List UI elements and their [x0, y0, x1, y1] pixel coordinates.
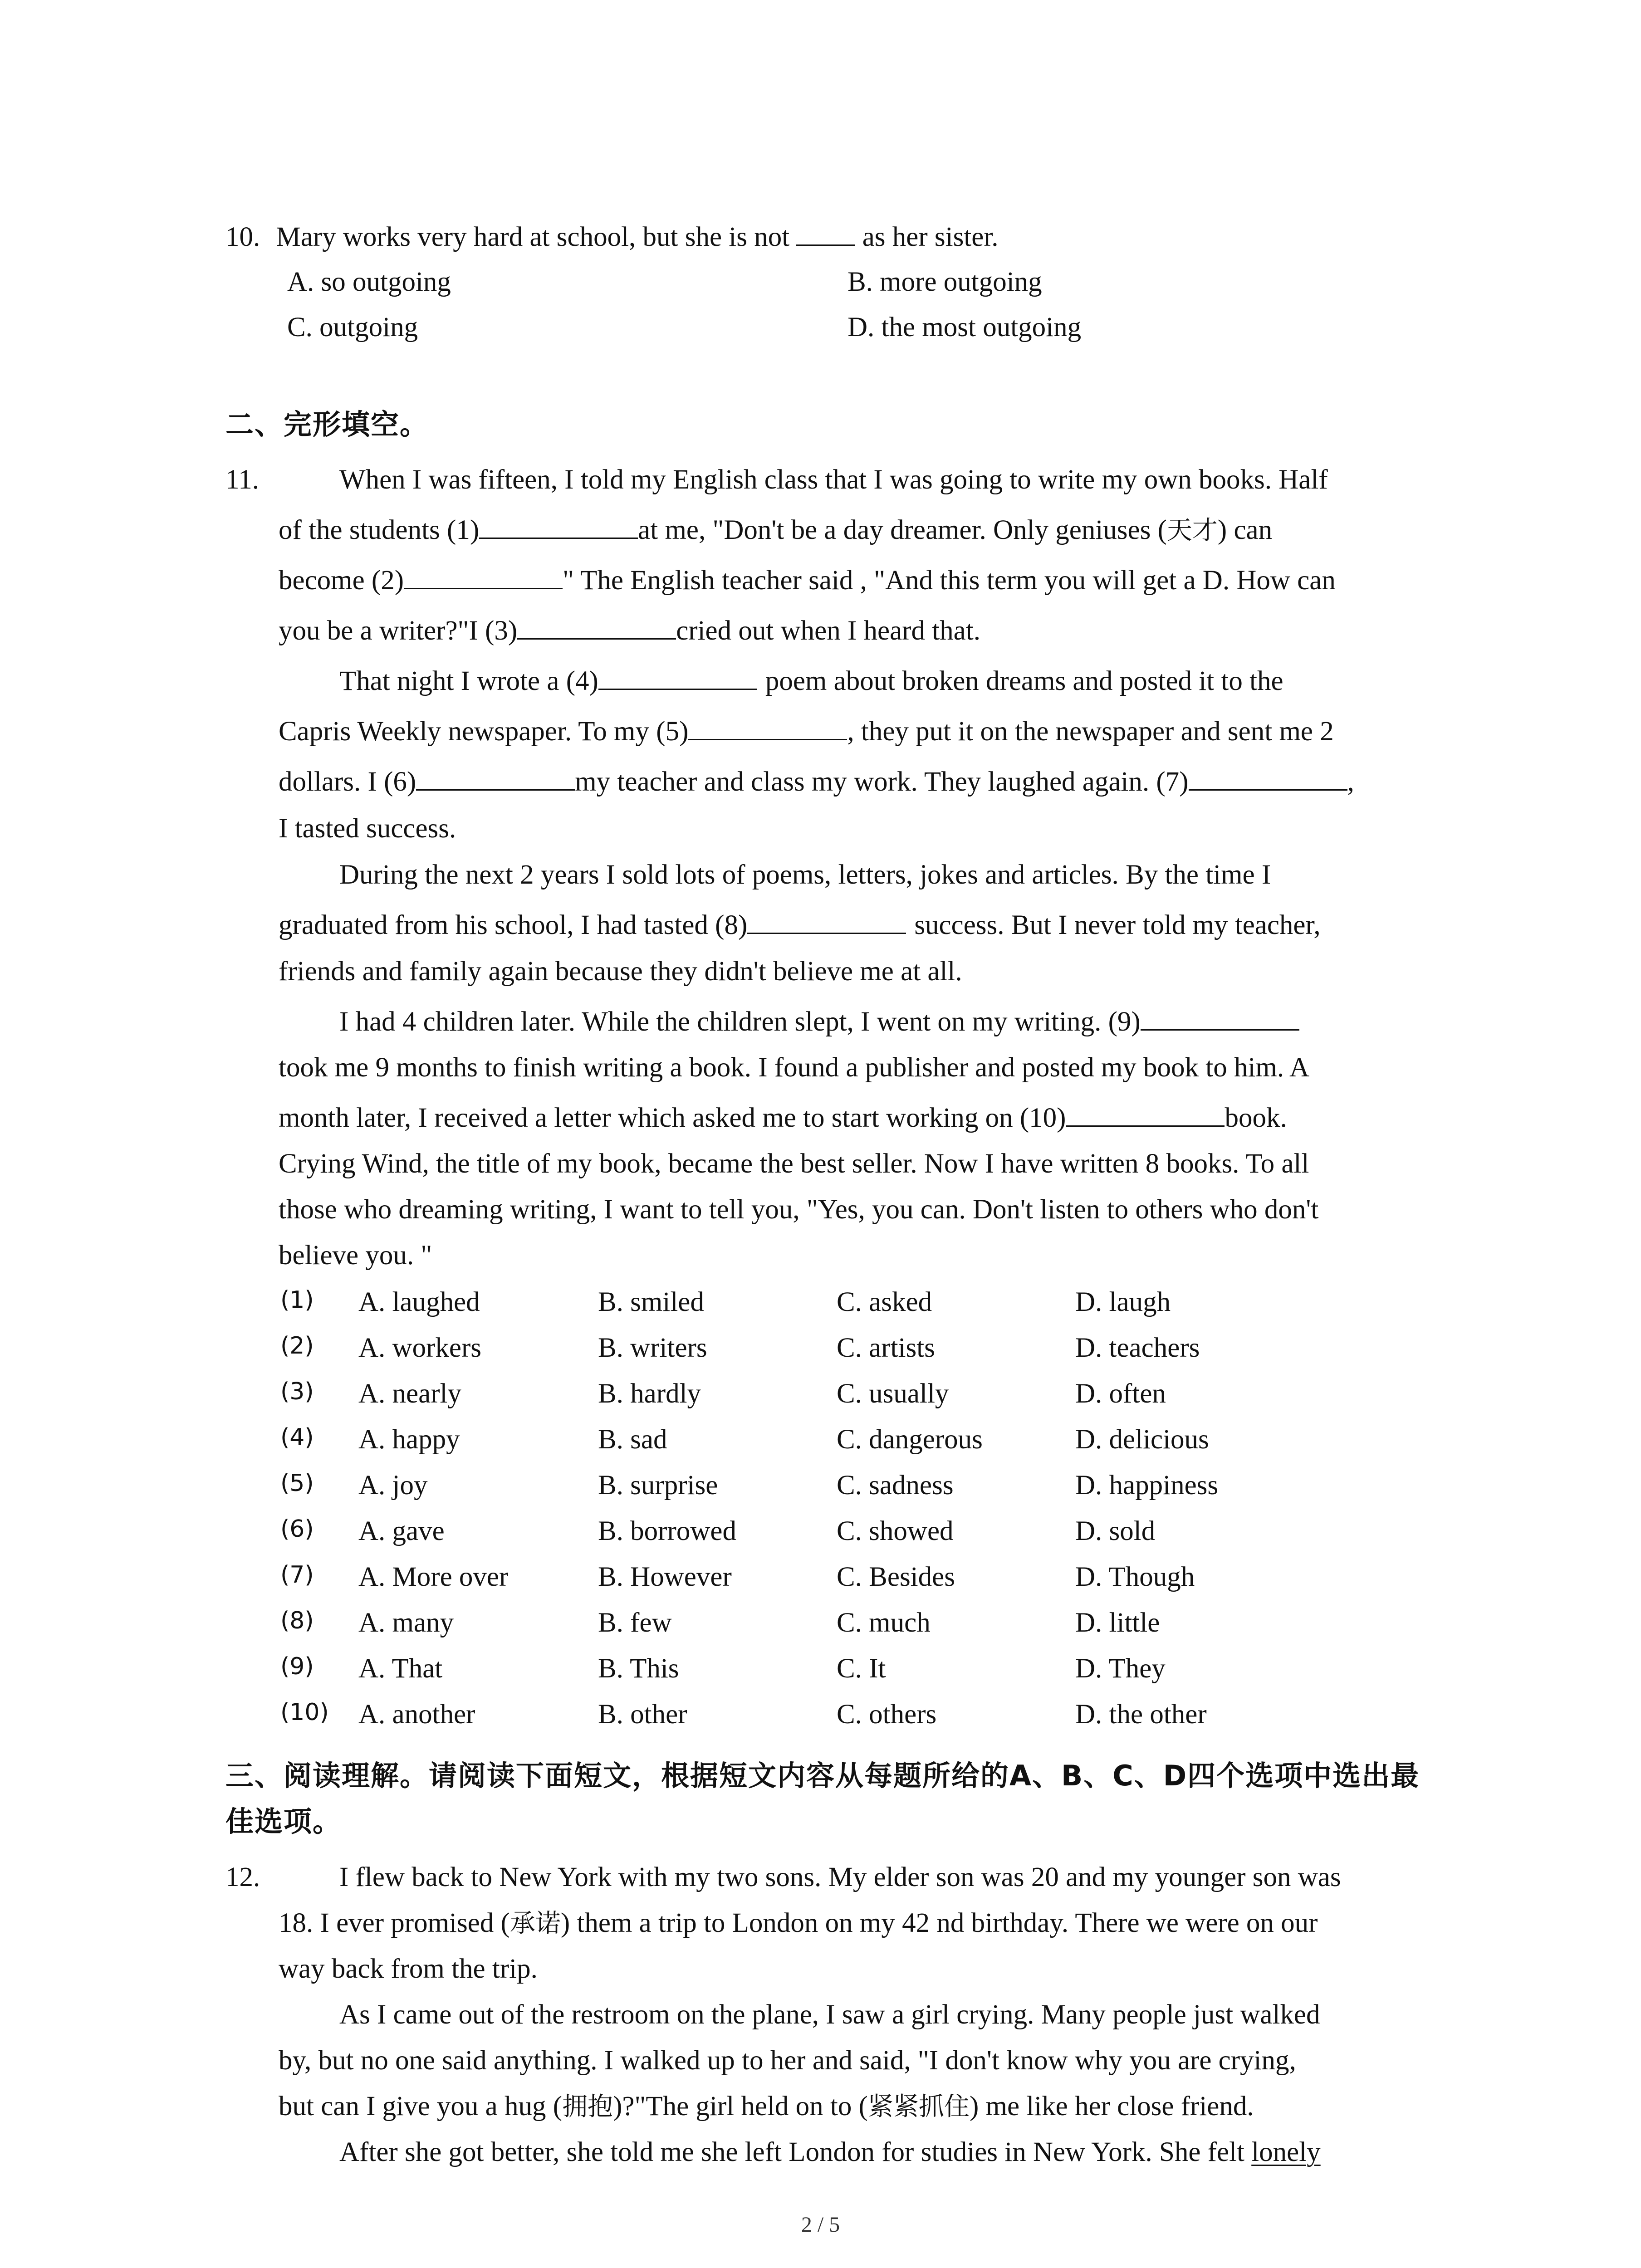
option-a: A. joy	[358, 1470, 428, 1501]
q11-p3-line1: During the next 2 years I sold lots of poems, letters, jokes and articles. By the time I	[339, 860, 1271, 890]
q11-p4-line4: Crying Wind, the title of my book, became the best seller. Now I have written 8 books. To all	[279, 1149, 1309, 1179]
option-d: D. happiness	[1075, 1470, 1219, 1501]
q11-p1-line3: become (2) " The English teacher said , "And this term you will get a D. How can	[279, 565, 1336, 596]
option-a: A. That	[358, 1653, 443, 1684]
blank-9	[1141, 1029, 1299, 1031]
q10-option-d: D. the most outgoing	[847, 312, 1082, 342]
option-row-label: (7)	[280, 1561, 314, 1589]
q12-p2-line2: by, but no one said anything. I walked up to her and said, "I don't know why you are crying,	[279, 2045, 1296, 2076]
blank-4	[598, 689, 757, 690]
q12-p3-line1: After she got better, she told me she left London for studies in New York. She felt lonely	[339, 2137, 1321, 2167]
option-b: B. surprise	[598, 1470, 718, 1501]
option-a: A. workers	[358, 1333, 482, 1363]
q11-number: 11.	[225, 464, 259, 495]
blank-2	[404, 588, 563, 589]
q12-p2-line3: but can I give you a hug (拥抱)?"The girl held on to (紧紧抓住) me like her close friend.	[279, 2091, 1254, 2121]
q11-p3-line3: friends and family again because they didn't believe me at all.	[279, 956, 962, 987]
option-c: C. usually	[837, 1378, 949, 1409]
option-d: D. laugh	[1075, 1287, 1171, 1317]
option-a: A. happy	[358, 1424, 460, 1455]
option-row-label: (9)	[280, 1653, 314, 1680]
section3-heading-line1: 三、阅读理解。请阅读下面短文，根据短文内容从每题所给的A、B、C、D四个选项中选出最	[225, 1759, 1420, 1792]
q11-p4-line2: took me 9 months to finish writing a book. I found a publisher and posted my book to him. A	[279, 1052, 1310, 1083]
option-row-label: (3)	[280, 1378, 314, 1405]
option-b: B. other	[598, 1699, 687, 1730]
q11-p1-line2: of the students (1) at me, "Don't be a day dreamer. Only geniuses (天才) can	[279, 515, 1273, 545]
option-c: C. It	[837, 1653, 886, 1684]
q11-p2-line1: That night I wrote a (4) poem about broken dreams and posted it to the	[339, 666, 1283, 696]
option-c: C. dangerous	[837, 1424, 983, 1455]
option-d: D. Though	[1075, 1562, 1195, 1592]
option-c: C. others	[837, 1699, 937, 1730]
q10-option-b: B. more outgoing	[847, 267, 1042, 297]
q12-p2-line1: As I came out of the restroom on the plane, I saw a girl crying. Many people just walked	[339, 1999, 1320, 2030]
option-a: A. another	[358, 1699, 475, 1730]
option-row-label: (5)	[280, 1470, 314, 1497]
option-row-label: (6)	[280, 1515, 314, 1543]
q11-p2-line4: I tasted success.	[279, 813, 456, 844]
q12-p1-line3: way back from the trip.	[279, 1954, 538, 1984]
option-c: C. sadness	[837, 1470, 954, 1501]
blank-1	[479, 538, 638, 539]
option-row-label: (1)	[280, 1286, 314, 1314]
option-row-label: (8)	[280, 1607, 314, 1634]
option-b: B. borrowed	[598, 1516, 736, 1546]
option-a: A. laughed	[358, 1287, 480, 1317]
q10-option-a: A. so outgoing	[287, 267, 451, 297]
option-c: C. Besides	[837, 1562, 955, 1592]
option-d: D. teachers	[1075, 1333, 1200, 1363]
section2-heading: 二、完形填空。	[225, 408, 429, 441]
option-row-label: (10)	[280, 1699, 329, 1726]
option-c: C. showed	[837, 1516, 954, 1546]
option-a: A. many	[358, 1608, 454, 1638]
section3-heading-line2: 佳选项。	[225, 1805, 342, 1838]
q11-p4-line5: those who dreaming writing, I want to tell you, "Yes, you can. Don't listen to others who don't	[279, 1194, 1319, 1225]
blank-5	[688, 739, 847, 740]
option-a: A. gave	[358, 1516, 445, 1546]
q11-p1-line4: you be a writer?"I (3) cried out when I heard that.	[279, 616, 980, 646]
q12-number: 12.	[225, 1862, 260, 1892]
option-d: D. often	[1075, 1378, 1166, 1409]
q10-blank	[796, 244, 855, 246]
q11-p4-line3: month later, I received a letter which asked me to start working on (10) book.	[279, 1103, 1287, 1133]
option-b: B. sad	[598, 1424, 667, 1455]
option-d: D. the other	[1075, 1699, 1207, 1730]
q11-p3-line2: graduated from his school, I had tasted (8) success. But I never told my teacher,	[279, 910, 1321, 940]
option-d: D. delicious	[1075, 1424, 1209, 1455]
page-number: 2 / 5	[801, 2213, 840, 2237]
blank-7	[1189, 789, 1347, 791]
option-b: B. few	[598, 1608, 672, 1638]
q10-stem: 10. Mary works very hard at school, but she is not as her sister.	[225, 222, 999, 252]
option-c: C. asked	[837, 1287, 932, 1317]
option-row-label: (2)	[280, 1332, 314, 1359]
q12-p1-line2: 18. I ever promised (承诺) them a trip to London on my 42 nd birthday. There we were on our	[279, 1908, 1318, 1938]
option-a: A. More over	[358, 1562, 509, 1592]
underlined-word: lonely	[1251, 2137, 1321, 2167]
q10-option-c: C. outgoing	[287, 312, 418, 342]
option-c: C. much	[837, 1608, 931, 1638]
option-b: B. This	[598, 1653, 679, 1684]
option-a: A. nearly	[358, 1378, 461, 1409]
blank-3	[517, 638, 676, 640]
option-b: B. writers	[598, 1333, 707, 1363]
option-b: B. However	[598, 1562, 732, 1592]
option-b: B. hardly	[598, 1378, 701, 1409]
blank-8	[747, 933, 906, 934]
option-d: D. little	[1075, 1608, 1160, 1638]
q11-p4-line1: I had 4 children later. While the children slept, I went on my writing. (9)	[339, 1008, 1299, 1036]
option-c: C. artists	[837, 1333, 935, 1363]
q12-p1-line1: I flew back to New York with my two sons. My elder son was 20 and my younger son was	[339, 1862, 1341, 1892]
q11-p2-line3: dollars. I (6) my teacher and class my work. They laughed again. (7) ,	[279, 767, 1354, 797]
option-row-label: (4)	[280, 1424, 314, 1451]
q11-p4-line6: believe you. "	[279, 1240, 432, 1271]
blank-10	[1066, 1125, 1225, 1127]
option-b: B. smiled	[598, 1287, 704, 1317]
q11-p1-line1: When I was fifteen, I told my English class that I was going to write my own books. Half	[339, 464, 1328, 495]
option-d: D. They	[1075, 1653, 1166, 1684]
q11-p2-line2: Capris Weekly newspaper. To my (5) , they put it on the newspaper and sent me 2	[279, 716, 1334, 747]
q10-number: 10.	[225, 222, 260, 252]
blank-6	[416, 789, 575, 791]
option-d: D. sold	[1075, 1516, 1156, 1546]
